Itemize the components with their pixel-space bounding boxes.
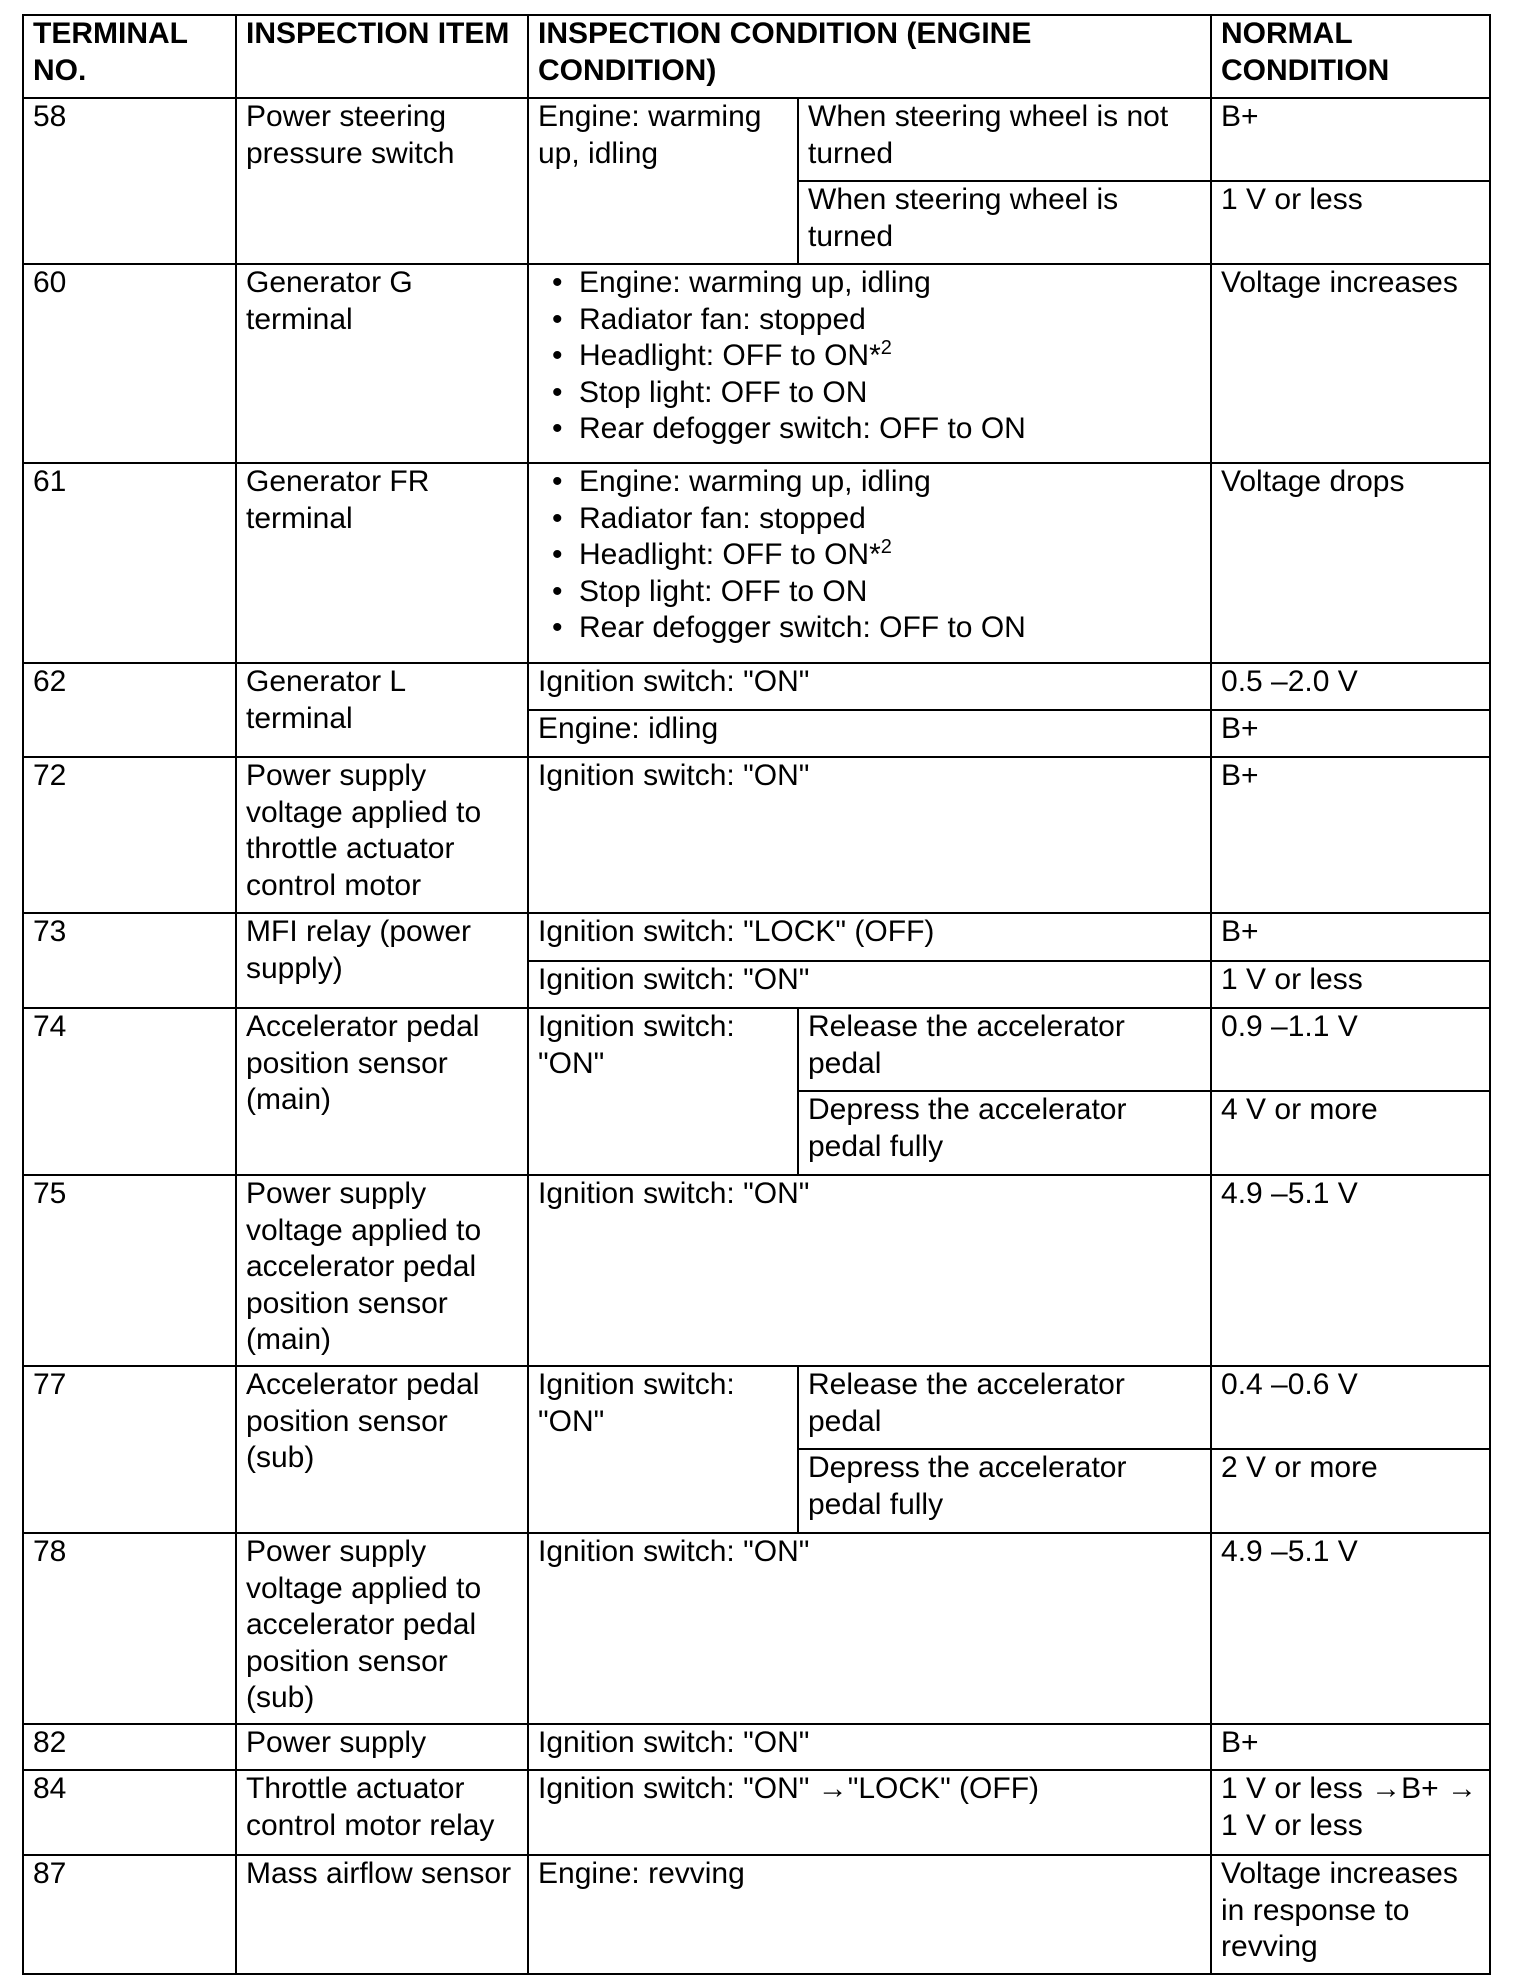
inspection-sub-condition-cell: When steering wheel is not turned: [798, 98, 1211, 181]
inspection-item-cell: Accelerator pedal position sensor (main): [236, 1008, 528, 1175]
condition-list: [538, 265, 1206, 448]
normal-condition-cell: 1 V or less: [1211, 181, 1490, 264]
normal-condition-cell: B+: [1211, 757, 1490, 913]
row-74: [23, 1008, 1490, 1091]
condition-text: Engine: warming up, idling: [579, 465, 931, 498]
condition-text: Rear defogger switch: OFF to ON: [579, 611, 1026, 644]
terminal-inspection-table: [22, 14, 1491, 1975]
normal-condition-cell: 1 V or less →B+ → 1 V or less: [1211, 1770, 1490, 1855]
normal-condition-cell: B+: [1211, 913, 1490, 961]
header-inspection-item: INSPECTION ITEM: [236, 15, 528, 98]
condition-list-item: [538, 375, 1206, 412]
terminal-no-cell: 60: [23, 264, 236, 463]
terminal-no-cell: 82: [23, 1724, 236, 1770]
inspection-condition-cell: Engine: warming up, idling: [528, 98, 798, 264]
inspection-item-cell: Accelerator pedal position sensor (sub): [236, 1366, 528, 1533]
normal-condition-cell: 4.9 –5.1 V: [1211, 1533, 1490, 1724]
condition-text: Headlight: OFF to ON*: [579, 538, 881, 571]
row-60: [23, 264, 1490, 463]
normal-condition-cell: Voltage increases: [1211, 264, 1490, 463]
condition-text: Stop light: OFF to ON: [579, 375, 868, 409]
normal-condition-cell: 4 V or more: [1211, 1091, 1490, 1175]
condition-list-item: [538, 411, 1206, 448]
terminal-no-cell: 75: [23, 1175, 236, 1366]
normal-condition-cell: B+: [1211, 1724, 1490, 1770]
terminal-no-cell: 61: [23, 463, 236, 663]
inspection-item-cell: Generator FR terminal: [236, 463, 528, 663]
normal-condition-cell: Voltage drops: [1211, 463, 1490, 663]
footnote-marker: 2: [880, 536, 892, 558]
condition-text: Rear defogger switch: OFF to ON: [579, 412, 1026, 445]
terminal-no-cell: 58: [23, 98, 236, 264]
condition-list-item: [538, 302, 1206, 339]
terminal-no-cell: 77: [23, 1366, 236, 1533]
condition-text: Radiator fan: stopped: [579, 302, 866, 336]
inspection-condition-cell: Ignition switch: "ON": [528, 961, 1211, 1008]
inspection-sub-condition-cell: Depress the accelerator pedal fully: [798, 1091, 1211, 1175]
condition-text: Stop light: OFF to ON: [579, 574, 868, 608]
row-62: [23, 663, 1490, 710]
terminal-no-cell: 84: [23, 1770, 236, 1855]
terminal-no-cell: 73: [23, 913, 236, 1008]
header-inspection-condition: INSPECTION CONDITION (ENGINE CONDITION): [528, 15, 1211, 98]
inspection-condition-cell: Engine: idling: [528, 710, 1211, 757]
terminal-no-cell: 78: [23, 1533, 236, 1724]
inspection-condition-cell: Ignition switch: "ON": [528, 1533, 1211, 1724]
condition-list-item: [538, 574, 1206, 611]
inspection-condition-cell: [528, 463, 1211, 663]
inspection-condition-cell: Ignition switch: "ON": [528, 757, 1211, 913]
normal-condition-cell: Voltage increases in response to revving: [1211, 1855, 1490, 1974]
inspection-item-cell: Power supply voltage applied to accelerator pedal position sensor (main): [236, 1175, 528, 1366]
inspection-item-cell: Power supply voltage applied to throttle actuator control motor: [236, 757, 528, 913]
terminal-no-cell: 62: [23, 663, 236, 757]
inspection-sub-condition-cell: When steering wheel is turned: [798, 181, 1211, 264]
condition-text: Radiator fan: stopped: [579, 501, 866, 535]
normal-condition-cell: B+: [1211, 98, 1490, 181]
condition-list-item: [538, 265, 1206, 302]
inspection-condition-cell: Ignition switch: "ON": [528, 1175, 1211, 1366]
inspection-item-cell: Power supply: [236, 1724, 528, 1770]
inspection-item-cell: Power supply voltage applied to accelerator pedal position sensor (sub): [236, 1533, 528, 1724]
header-terminal-no: TERMINAL NO.: [23, 15, 236, 98]
condition-list-item: [538, 537, 1206, 574]
normal-condition-cell: 0.5 –2.0 V: [1211, 663, 1490, 710]
condition-text: Headlight: OFF to ON*: [579, 339, 881, 372]
row-58: [23, 98, 1490, 181]
condition-list-item: [538, 501, 1206, 538]
inspection-item-cell: Throttle actuator control motor relay: [236, 1770, 528, 1855]
terminal-no-cell: 74: [23, 1008, 236, 1175]
normal-condition-cell: 0.9 –1.1 V: [1211, 1008, 1490, 1091]
normal-condition-cell: B+: [1211, 710, 1490, 757]
row-87: [23, 1855, 1490, 1974]
inspection-condition-cell: Ignition switch: "ON": [528, 663, 1211, 710]
inspection-item-cell: Generator G terminal: [236, 264, 528, 463]
normal-condition-cell: 0.4 –0.6 V: [1211, 1366, 1490, 1449]
inspection-condition-cell: Ignition switch: "ON" →"LOCK" (OFF): [528, 1770, 1211, 1855]
condition-text: Engine: warming up, idling: [579, 266, 931, 299]
inspection-condition-cell: Ignition switch: "ON": [528, 1366, 798, 1533]
footnote-marker: 2: [880, 337, 892, 359]
inspection-condition-cell: Ignition switch: "ON": [528, 1008, 798, 1175]
inspection-condition-cell: Engine: revving: [528, 1855, 1211, 1974]
inspection-condition-cell: Ignition switch: "LOCK" (OFF): [528, 913, 1211, 961]
inspection-sub-condition-cell: Release the accelerator pedal: [798, 1366, 1211, 1449]
terminal-no-cell: 87: [23, 1855, 236, 1974]
condition-list-item: [538, 610, 1206, 647]
normal-condition-cell: 1 V or less: [1211, 961, 1490, 1008]
header-row: [23, 15, 1490, 98]
inspection-sub-condition-cell: Release the accelerator pedal: [798, 1008, 1211, 1091]
row-61: [23, 463, 1490, 663]
row-73: [23, 913, 1490, 961]
row-84: [23, 1770, 1490, 1855]
inspection-condition-cell: Ignition switch: "ON": [528, 1724, 1211, 1770]
terminal-no-cell: 72: [23, 757, 236, 913]
inspection-sub-condition-cell: Depress the accelerator pedal fully: [798, 1449, 1211, 1533]
inspection-item-cell: Power steering pressure switch: [236, 98, 528, 264]
row-72: [23, 757, 1490, 913]
inspection-item-cell: MFI relay (power supply): [236, 913, 528, 1008]
condition-list-item: [538, 464, 1206, 501]
header-normal-condition: NORMAL CONDITION: [1211, 15, 1490, 98]
inspection-condition-cell: [528, 264, 1211, 463]
row-82: [23, 1724, 1490, 1770]
inspection-item-cell: Generator L terminal: [236, 663, 528, 757]
normal-condition-cell: 4.9 –5.1 V: [1211, 1175, 1490, 1366]
row-78: [23, 1533, 1490, 1724]
row-77: [23, 1366, 1490, 1449]
normal-condition-cell: 2 V or more: [1211, 1449, 1490, 1533]
condition-list-item: [538, 338, 1206, 375]
condition-list: [538, 464, 1206, 647]
inspection-item-cell: Mass airflow sensor: [236, 1855, 528, 1974]
row-75: [23, 1175, 1490, 1366]
